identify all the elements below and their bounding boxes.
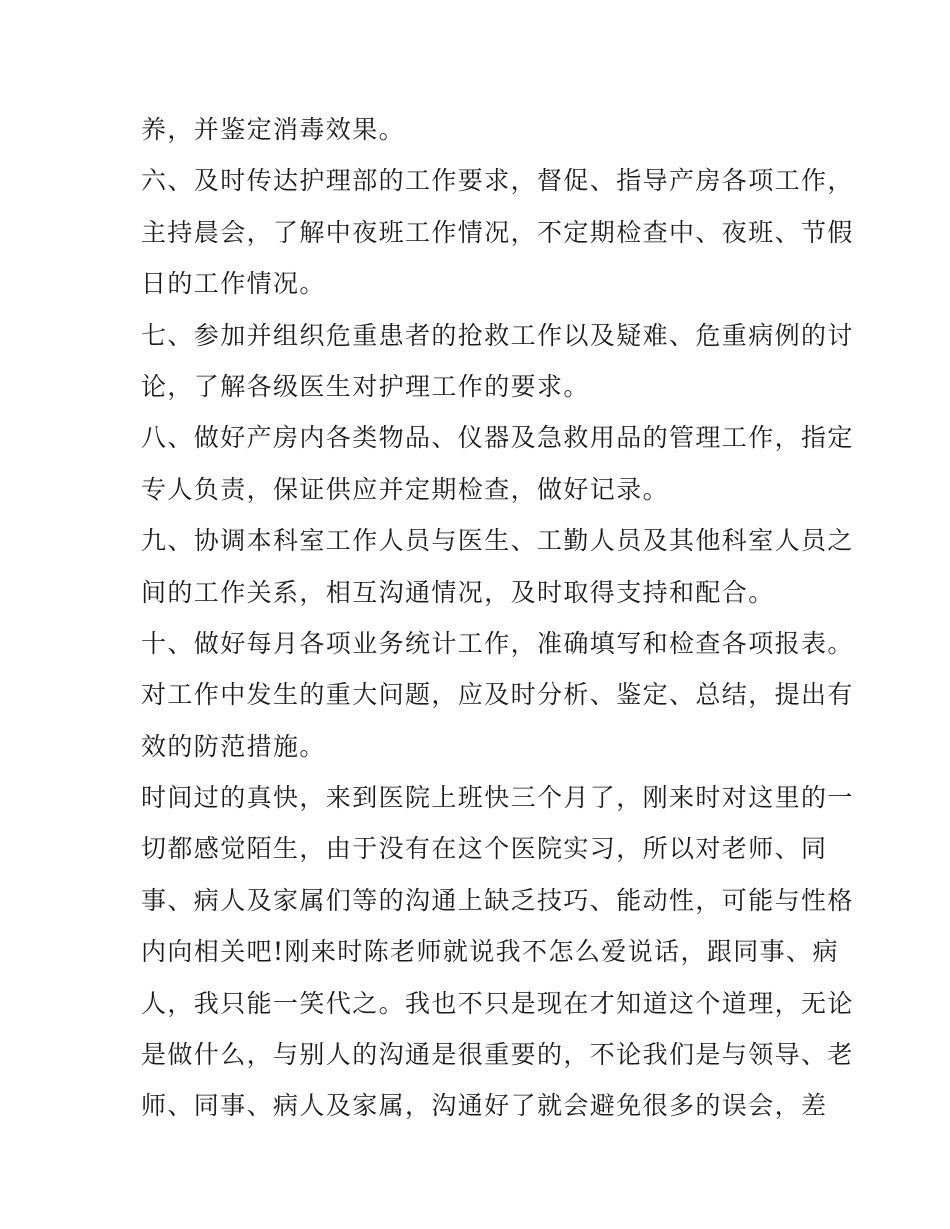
text-line: 内向相关吧!刚来时陈老师就说我不怎么爱说话，跟同事、病 — [141, 937, 839, 967]
text-line: 师、同事、病人及家属，沟通好了就会避免很多的误会，差 — [141, 1091, 828, 1121]
text-line: 九、协调本科室工作人员与医生、工勤人员及其他科室人员之 — [141, 526, 854, 556]
text-line: 日的工作情况。 — [141, 269, 326, 299]
document-body — [141, 104, 854, 1132]
text-line: 六、及时传达护理部的工作要求，督促、指导产房各项工作， — [141, 166, 854, 196]
text-line: 七、参加并组织危重患者的抢救工作以及疑难、危重病例的讨 — [141, 320, 854, 350]
text-line: 八、做好产房内各类物品、仪器及急救用品的管理工作，指定 — [141, 423, 854, 453]
text-line: 专人负责，保证供应并定期检查，做好记录。 — [141, 474, 670, 504]
text-line: 切都感觉陌生，由于没有在这个医院实习，所以对老师、同 — [141, 834, 828, 864]
text-line: 十、做好每月各项业务统计工作，准确填写和检查各项报表。 — [141, 628, 854, 658]
text-line: 对工作中发生的重大问题，应及时分析、鉴定、总结，提出有 — [141, 680, 854, 710]
text-line: 人，我只能一笑代之。我也不只是现在才知道这个道理，无论 — [141, 988, 854, 1018]
text-line: 是做什么，与别人的沟通是很重要的，不论我们是与领导、老 — [141, 1040, 854, 1070]
text-line: 养，并鉴定消毒效果。 — [141, 115, 406, 144]
text-line: 间的工作关系，相互沟通情况，及时取得支持和配合。 — [141, 577, 775, 607]
text-line: 时间过的真快，来到医院上班快三个月了，刚来时对这里的一 — [141, 783, 854, 813]
text-line: 效的防范措施。 — [141, 731, 326, 761]
text-line: 主持晨会，了解中夜班工作情况，不定期检查中、夜班、节假 — [141, 217, 854, 247]
text-line: 论，了解各级医生对护理工作的要求。 — [141, 371, 590, 401]
text-line: 事、病人及家属们等的沟通上缺乏技巧、能动性，可能与性格 — [141, 885, 854, 915]
